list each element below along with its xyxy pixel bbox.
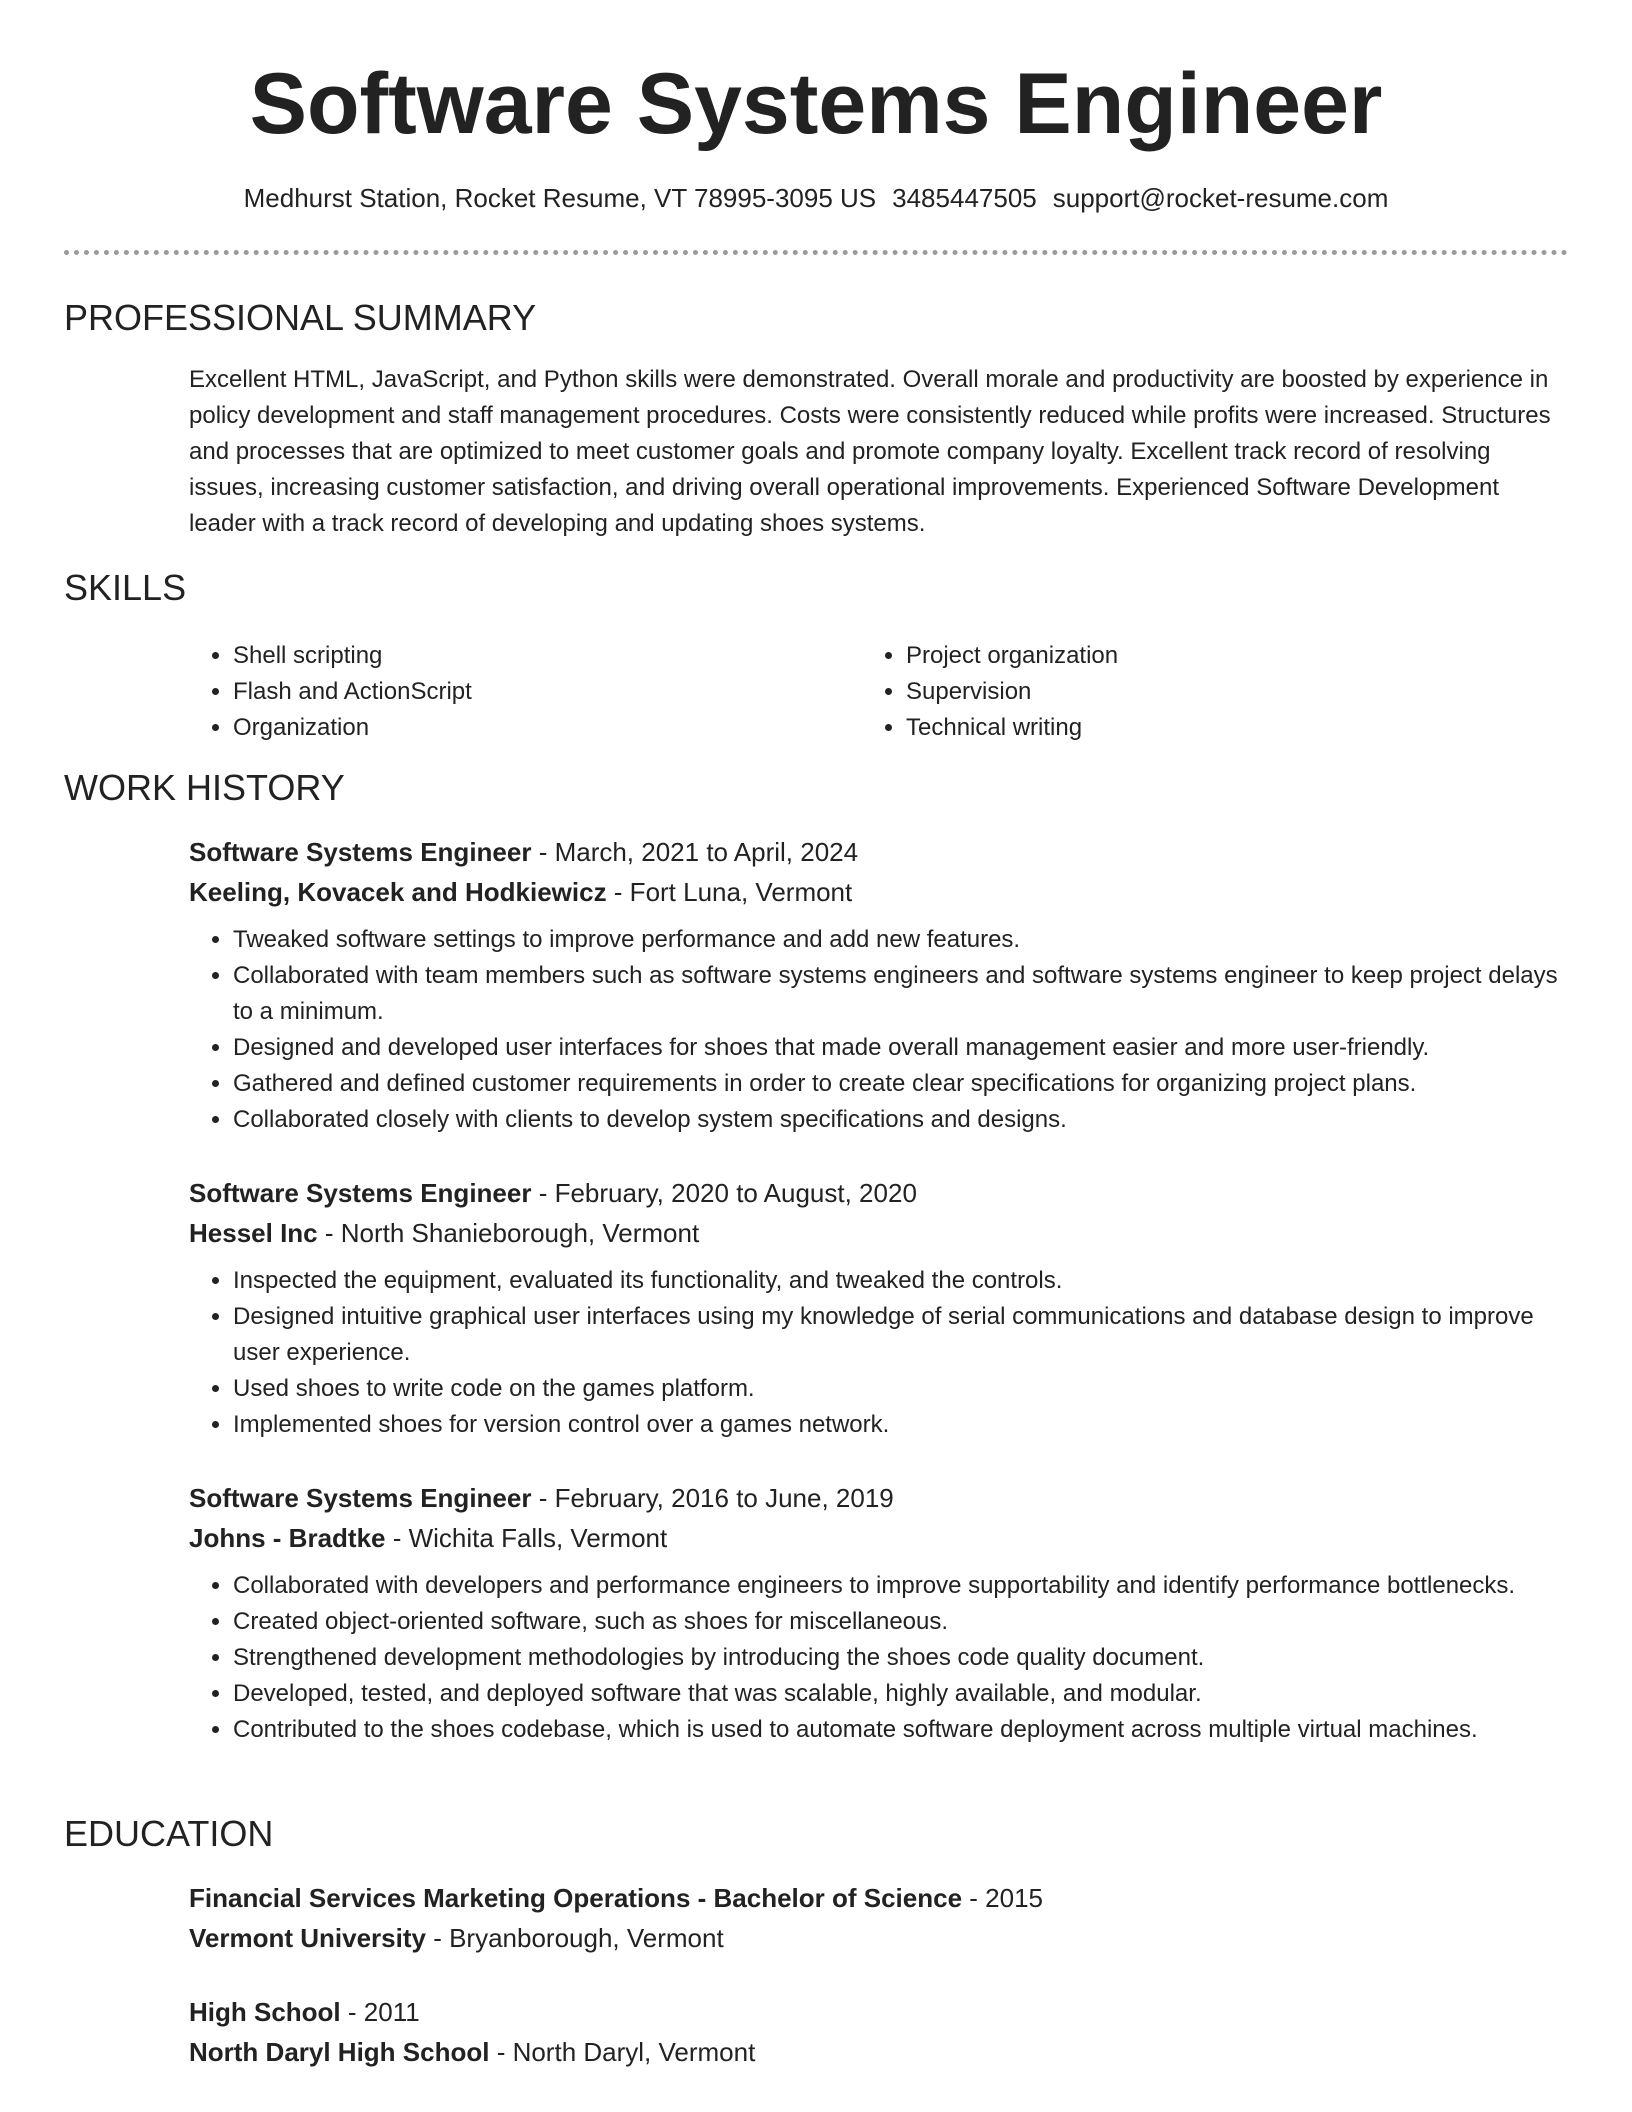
job-company: Hessel Inc bbox=[189, 1218, 318, 1248]
job-bullet: • Created object-oriented software, such as shoes for miscellaneous. bbox=[233, 1604, 1569, 1640]
education-school-line bbox=[189, 1918, 1569, 1958]
education-degree: Financial Services Marketing Operations - Bachelor of Science bbox=[189, 1883, 963, 1913]
job-location: - North Shanieborough, Vermont bbox=[317, 1218, 700, 1248]
job-location: - Fort Luna, Vermont bbox=[606, 877, 853, 907]
job-bullets bbox=[189, 1568, 1569, 1748]
education-heading: EDUCATION bbox=[64, 1813, 274, 1854]
contact-phone: 3485447505 bbox=[892, 183, 1037, 213]
job-bullet: • Gathered and defined customer requirements in order to create clear specifications for organizing project plans. bbox=[233, 1066, 1569, 1102]
contact-line bbox=[0, 180, 1632, 216]
education-degree-line bbox=[189, 1878, 1569, 1918]
job-company-line bbox=[189, 1518, 1569, 1558]
job-title-line bbox=[189, 1478, 1569, 1518]
skill-item: • Flash and ActionScript bbox=[233, 674, 829, 710]
work-history-heading: WORK HISTORY bbox=[64, 767, 345, 808]
skill-item: • Technical writing bbox=[906, 710, 1502, 746]
job-dates: - February, 2016 to June, 2019 bbox=[531, 1483, 894, 1513]
header-divider bbox=[64, 250, 1568, 255]
education-degree-line bbox=[189, 1992, 1569, 2032]
job-bullet: • Contributed to the shoes codebase, which is used to automate software deployment across multiple virtual machines. bbox=[233, 1712, 1569, 1748]
job-location: - Wichita Falls, Vermont bbox=[385, 1523, 668, 1553]
job-bullet: • Designed intuitive graphical user interfaces using my knowledge of serial communications and database design to improve user experience. bbox=[233, 1299, 1569, 1371]
skill-item: • Supervision bbox=[906, 674, 1502, 710]
education-location: - Bryanborough, Vermont bbox=[425, 1923, 724, 1953]
job-bullet: • Tweaked software settings to improve performance and add new features. bbox=[233, 922, 1569, 958]
job-entry bbox=[189, 1173, 1569, 1443]
job-bullet: • Used shoes to write code on the games platform. bbox=[233, 1371, 1569, 1407]
skill-item: • Shell scripting bbox=[233, 638, 829, 674]
job-role: Software Systems Engineer bbox=[189, 1483, 532, 1513]
job-bullet: • Inspected the equipment, evaluated its functionality, and tweaked the controls. bbox=[233, 1263, 1569, 1299]
job-role: Software Systems Engineer bbox=[189, 837, 532, 867]
education-year: - 2015 bbox=[962, 1883, 1043, 1913]
summary-text: Excellent HTML, JavaScript, and Python skills were demonstrated. Overall morale and productivity are boosted by experience in policy development and staff management procedures. Costs were consistently reduced while profits were increased. Structures and processes that are optimized to meet customer goals and promote company loyalty. Excellent track record of resolving issues, increasing customer satisfaction, and driving overall operational improvements. Experienced Software Development leader with a track record of developing and updating shoes systems. bbox=[189, 366, 1551, 537]
education-location: - North Daryl, Vermont bbox=[489, 2037, 756, 2067]
skill-item: • Organization bbox=[233, 710, 829, 746]
job-bullets bbox=[189, 922, 1569, 1138]
job-bullet: • Collaborated with developers and performance engineers to improve supportability and identify performance bottlenecks. bbox=[233, 1568, 1569, 1604]
job-bullet: • Implemented shoes for version control over a games network. bbox=[233, 1407, 1569, 1443]
job-bullet: • Strengthened development methodologies by introducing the shoes code quality document. bbox=[233, 1640, 1569, 1676]
job-entry bbox=[189, 832, 1569, 1138]
job-bullet: • Designed and developed user interfaces for shoes that made overall management easier and more user-friendly. bbox=[233, 1030, 1569, 1066]
education-entry bbox=[189, 1992, 1569, 2072]
education-school-line bbox=[189, 2032, 1569, 2072]
job-company: Johns - Bradtke bbox=[189, 1523, 386, 1553]
job-bullet: • Collaborated with team members such as software systems engineers and software systems engineer to keep project delays to a minimum. bbox=[233, 958, 1569, 1030]
education-entry bbox=[189, 1878, 1569, 1958]
job-company-line bbox=[189, 1213, 1569, 1253]
skills-heading: SKILLS bbox=[64, 567, 187, 608]
job-role: Software Systems Engineer bbox=[189, 1178, 532, 1208]
job-dates: - February, 2020 to August, 2020 bbox=[531, 1178, 917, 1208]
job-title-line bbox=[189, 1173, 1569, 1213]
job-bullet: • Developed, tested, and deployed software that was scalable, highly available, and modular. bbox=[233, 1676, 1569, 1712]
job-company-line bbox=[189, 872, 1569, 912]
job-entry bbox=[189, 1478, 1569, 1748]
contact-email[interactable]: support@rocket-resume.com bbox=[1052, 183, 1389, 213]
education-year: - 2011 bbox=[340, 1997, 420, 2027]
job-company: Keeling, Kovacek and Hodkiewicz bbox=[189, 877, 607, 907]
education-degree: High School bbox=[189, 1997, 341, 2027]
education-school: Vermont University bbox=[189, 1923, 426, 1953]
summary-heading: PROFESSIONAL SUMMARY bbox=[64, 297, 537, 338]
skill-item: • Project organization bbox=[906, 638, 1502, 674]
resume-name: Software Systems Engineer bbox=[249, 56, 1383, 152]
job-dates: - March, 2021 to April, 2024 bbox=[531, 837, 859, 867]
education-school: North Daryl High School bbox=[189, 2037, 490, 2067]
skills-column-right bbox=[862, 638, 1502, 746]
job-bullets bbox=[189, 1263, 1569, 1443]
job-title-line bbox=[189, 832, 1569, 872]
job-bullet: • Collaborated closely with clients to develop system specifications and designs. bbox=[233, 1102, 1569, 1138]
skills-column-left bbox=[189, 638, 829, 746]
contact-address: Medhurst Station, Rocket Resume, VT 78995-3095 US bbox=[243, 183, 877, 213]
